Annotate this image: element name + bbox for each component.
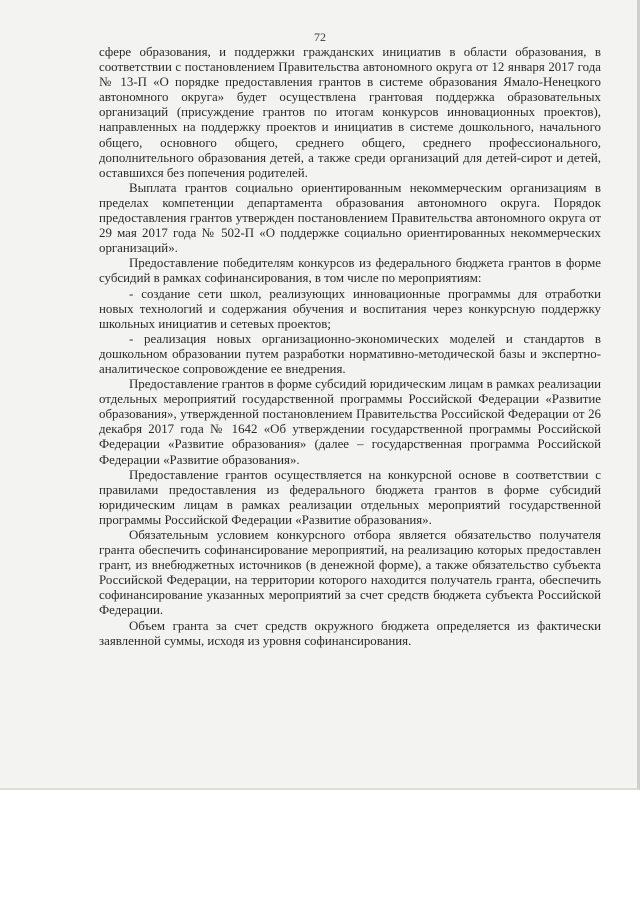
paragraph-nco-grants: Выплата грантов социально ориентированным некоммерческим организациям в пределах компетенции департамента образования автономного округа. Порядок предоставления грантов утвержден постановлением Правительства автономного округа от 29 мая 2017 года № 502-П «О поддержке социально ориентированных некоммерческих организаций». xyxy=(99,180,601,256)
document-body xyxy=(99,45,601,649)
paragraph-legal-entity-subsidies: Предоставление грантов в форме субсидий юридическим лицам в рамках реализации отдельных мероприятий государственной программы Российской Федерации «Развитие образования», утвержденной постановлением Правительства Российской Федерации от 26 декабря 2017 года № 1642 «Об утверждении государственной программы Российской Федерации «Развитие образования» (далее – государственная программа Российской Федерации «Развитие образования». xyxy=(99,377,601,467)
paragraph-federal-grants: Предоставление победителям конкурсов из федерального бюджета грантов в форме субсидий в рамках софинансирования, в том числе по мероприятиям: xyxy=(99,256,601,286)
paragraph-competitive-basis: Предоставление грантов осуществляется на конкурсной основе в соответствии с правилами предоставления из федерального бюджета грантов в форме субсидий юридическим лицам в рамках реализации отдельных мероприятий государственной программы Российской Федерации «Развитие образования». xyxy=(99,467,601,527)
paragraph-grant-amount: Объем гранта за счет средств окружного бюджета определяется из фактически заявленной суммы, исходя из уровня софинансирования. xyxy=(99,618,601,648)
paragraph-cofinancing-condition: Обязательным условием конкурсного отбора является обязательство получателя гранта обеспечить софинансирование мероприятий, на реализацию которых предоставлен грант, из внебюджетных источников (в денежной форме), а также обязательство субъекта Российской Федерации, на территории которого находится получатель гранта, обеспечить софинансирование указанных мероприятий за счет средств бюджета субъекта Российской Федерации. xyxy=(99,528,601,618)
page-number: 72 xyxy=(314,30,326,44)
list-item-preschool-models: - реализация новых организационно-экономических моделей и стандартов в дошкольном образовании путем разработки нормативно-методической базы и экспертно-аналитическое сопровождение ее внедрения. xyxy=(99,331,601,376)
paragraph-grant-support-intro: сфере образования, и поддержки гражданских инициатив в области образования, в соответствии с постановлением Правительства автономного округа от 12 января 2017 года № 13-П «О порядке предоставления грантов в системе образования Ямало-Ненецкого автономного округа» будет осуществлена грантовая поддержка образовательных организаций (присуждение грантов по итогам конкурсов инновационных проектов), направленных на поддержку проектов и инициатив в системе дошкольного, начального общего, основного общего, среднего общего, среднего профессионального, дополнительного образования детей, а также среди организаций для детей-сирот и детей, оставшихся без попечения родителей. xyxy=(99,45,601,180)
list-item-school-network: - создание сети школ, реализующих инновационные программы для отработки новых технологий и содержания обучения и воспитания через конкурсную поддержку школьных инициатив и сетевых проектов; xyxy=(99,286,601,331)
